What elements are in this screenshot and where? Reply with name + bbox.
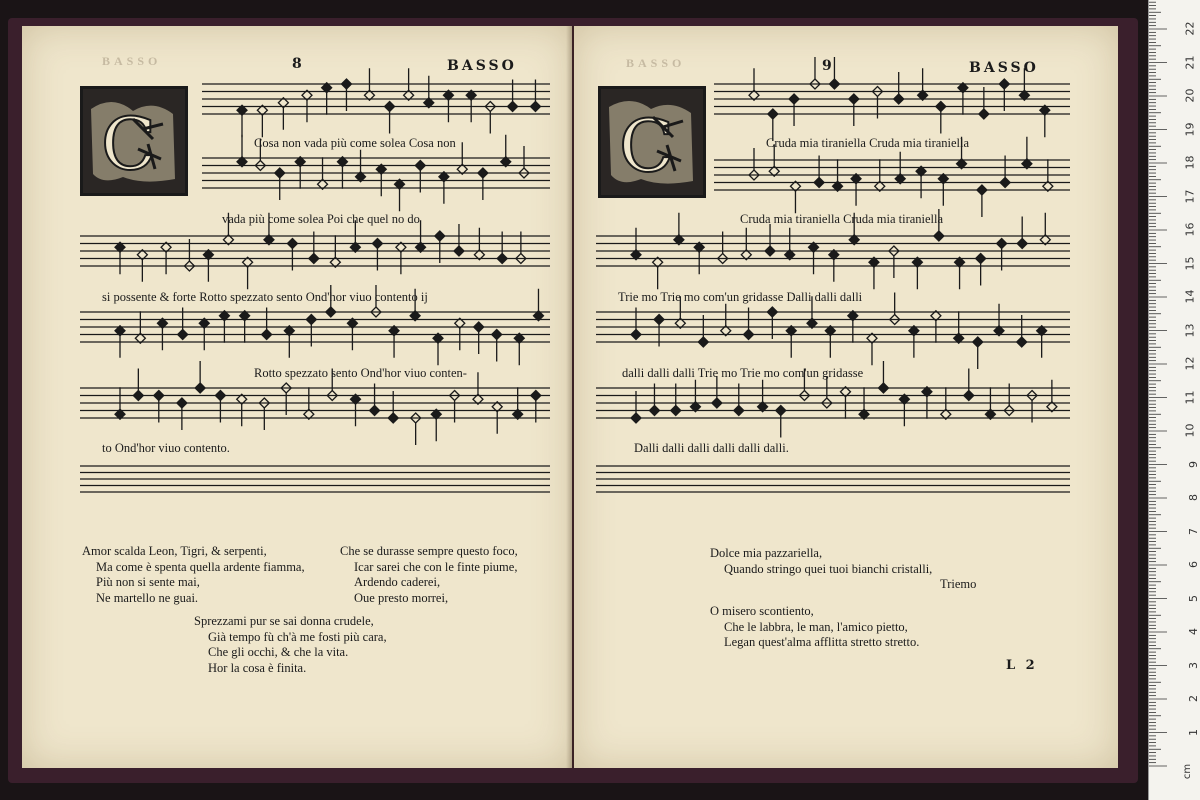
lyric-line-1: Cruda mia tiraniella Cruda mia tiraniella — [766, 136, 970, 150]
note-head — [474, 322, 484, 332]
note-head — [734, 406, 744, 416]
note-head — [765, 246, 775, 256]
lyric-line-3: Trie mo Trie mo com'un gridasse Dalli dalli dalli — [618, 290, 863, 304]
note-head — [654, 315, 664, 325]
note-head — [177, 398, 187, 408]
note-head — [262, 330, 272, 340]
verse-line: Triemo — [940, 577, 977, 591]
lyric-line-5: Dalli dalli dalli dalli dalli dalli. — [634, 441, 789, 455]
note-head — [977, 185, 987, 195]
ruler-number: 14 — [1183, 289, 1197, 304]
ruler-number: 18 — [1183, 155, 1197, 170]
verse-1 — [710, 546, 976, 593]
ruler-number: 7 — [1187, 527, 1200, 535]
note-head — [1000, 178, 1010, 188]
note-head — [497, 254, 507, 264]
note-head — [894, 94, 904, 104]
ruler-number: 9 — [1187, 460, 1200, 468]
page-number: 8 — [292, 56, 302, 72]
ruler-number: 19 — [1183, 122, 1197, 136]
note-head — [776, 406, 786, 416]
verse-column-1 — [82, 544, 305, 606]
verse-line: Già tempo fù ch'à me fosti più cara, — [208, 629, 387, 644]
running-head: BASSO — [969, 60, 1039, 76]
note-head — [973, 337, 983, 347]
note-head — [454, 246, 464, 256]
verse-line: Che se durasse sempre questo foco, — [340, 544, 518, 558]
note-head — [1017, 337, 1027, 347]
verse-line: O misero scontiento, — [710, 604, 814, 618]
note-head — [712, 398, 722, 408]
note-head — [287, 239, 297, 249]
verse-line: Ardendo caderei, — [354, 575, 441, 589]
note-head — [789, 94, 799, 104]
note-head — [964, 391, 974, 401]
ghost-running-head: BASSO — [626, 56, 686, 70]
svg-text:C: C — [619, 104, 675, 188]
woodcut-initial-c — [80, 86, 188, 196]
note-head — [814, 178, 824, 188]
ruler-number: 22 — [1183, 21, 1197, 36]
lyric-line-2: vada più come solea Poi che quel no do — [222, 212, 420, 226]
note-head — [508, 102, 518, 112]
note-head — [649, 406, 659, 416]
verse-line: Quando stringo quei tuoi bianchi cristalli, — [724, 561, 933, 576]
verse-column-2 — [340, 544, 518, 606]
note-head — [370, 406, 380, 416]
note-head — [997, 239, 1007, 249]
verse-line: Che le labbra, le man, l'amico pietto, — [724, 619, 908, 634]
verse-line: Che gli occhi, & che la vita. — [208, 645, 349, 659]
note-head — [178, 330, 188, 340]
note-head — [275, 168, 285, 178]
note-head — [934, 231, 944, 241]
note-head — [878, 383, 888, 393]
note-head — [341, 79, 351, 89]
verse-line: Ne martello ne guai. — [96, 590, 199, 605]
note-head — [530, 102, 540, 112]
page-number: 9 — [822, 58, 832, 74]
measurement-ruler — [1148, 0, 1200, 800]
note-head — [306, 315, 316, 325]
note-head — [492, 330, 502, 340]
ruler-number: 5 — [1187, 594, 1200, 602]
note-head — [385, 102, 395, 112]
note-head — [976, 254, 986, 264]
ruler-number: 17 — [1183, 189, 1197, 203]
ruler-number: 16 — [1183, 222, 1197, 237]
note-head — [133, 391, 143, 401]
svg-text:C: C — [101, 102, 157, 186]
verse-line: Ma come è spenta quella ardente fiamma, — [96, 559, 305, 574]
ruler-number: 3 — [1187, 661, 1200, 669]
note-head — [631, 413, 641, 423]
note-head — [936, 102, 946, 112]
woodcut-initial-c — [598, 86, 706, 198]
note-head — [767, 307, 777, 317]
lyric-line-1: Cosa non vada più come solea Cosa non — [254, 136, 456, 150]
left-page — [22, 26, 572, 768]
ruler-number: 4 — [1187, 628, 1200, 635]
ruler-number: 2 — [1187, 695, 1200, 702]
note-head — [999, 79, 1009, 89]
ruler-unit: cm — [1181, 763, 1193, 780]
note-head — [671, 406, 681, 416]
lyric-line-4: Rotto spezzato sento Ond'hor viuo conten- — [254, 366, 467, 380]
right-page — [574, 26, 1118, 768]
note-head — [768, 109, 778, 119]
verse-line: Dolce mia pazzariella, — [710, 546, 823, 560]
verse-2 — [710, 604, 919, 651]
ruler-number: 15 — [1183, 256, 1197, 270]
note-head — [215, 391, 225, 401]
ruler-number: 8 — [1187, 494, 1200, 501]
verse-line: Legan quest'alma afflitta stretto stretto. — [724, 635, 920, 649]
note-head — [531, 391, 541, 401]
lyric-line-2: Cruda mia tiraniella Cruda mia tiraniella — [740, 212, 944, 226]
verse-line: Hor la cosa è finita. — [208, 660, 307, 675]
note-head — [372, 239, 382, 249]
ruler-number: 21 — [1183, 55, 1197, 69]
ruler-number: 6 — [1187, 561, 1200, 568]
verse-line: Più non si sente mai, — [96, 575, 200, 589]
lyric-line-4: dalli dalli dalli Trie mo Trie mo com'un gridasse — [622, 366, 864, 380]
note-head — [388, 413, 398, 423]
ruler-number: 10 — [1183, 423, 1197, 438]
note-head — [849, 94, 859, 104]
verse-line: Amor scalda Leon, Tigri, & serpenti, — [82, 544, 267, 558]
lyric-line-3: si possente & forte Rotto spezzato sento Ond'hor viuo contento ij — [102, 290, 428, 304]
ghost-running-head: BASSO — [102, 54, 162, 68]
note-head — [478, 168, 488, 178]
note-head — [154, 391, 164, 401]
note-head — [415, 161, 425, 171]
note-head — [698, 337, 708, 347]
signature-mark: L 2 — [1006, 658, 1038, 673]
initial-c-icon — [83, 89, 185, 193]
running-head: BASSO — [447, 58, 517, 74]
verse-line: Icar sarei che con le finte piume, — [354, 559, 518, 574]
verse-line: Sprezzami pur se sai donna crudele, — [194, 614, 374, 628]
note-head — [829, 79, 839, 89]
note-head — [435, 231, 445, 241]
ruler-number: 12 — [1183, 356, 1197, 371]
note-head — [1017, 239, 1027, 249]
ruler-number: 20 — [1183, 88, 1197, 103]
note-head — [631, 330, 641, 340]
note-head — [979, 109, 989, 119]
note-head — [309, 254, 319, 264]
note-head — [326, 307, 336, 317]
initial-c-icon — [601, 89, 703, 195]
note-head — [744, 330, 754, 340]
verse-line: Oue presto morrei, — [354, 590, 449, 605]
ruler-number: 13 — [1183, 323, 1197, 337]
ruler-number: 11 — [1183, 390, 1197, 404]
verse-bottom — [194, 614, 387, 676]
note-head — [195, 383, 205, 393]
ruler-number: 1 — [1187, 728, 1200, 736]
lyric-line-5: to Ond'hor viuo contento. — [102, 441, 230, 455]
